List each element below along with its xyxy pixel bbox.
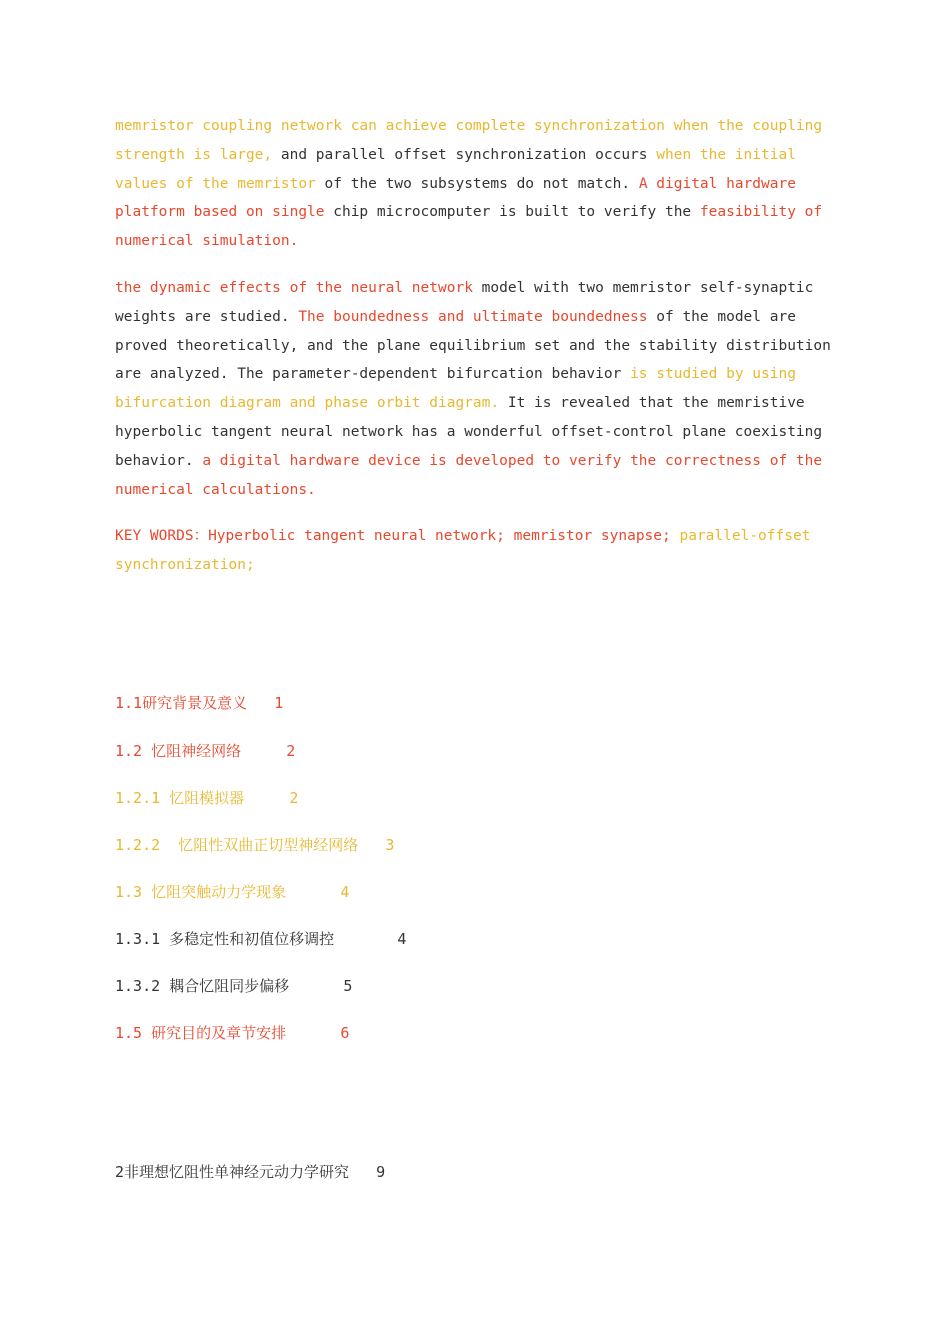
toc-label: 1.5 研究目的及章节安排 — [115, 1024, 341, 1042]
text-run: of the model are proved theoretically, and the plane equilibrium set and the stability distribution are analyzed. The parameter-dependent bifurcation behavior — [115, 308, 831, 383]
toc-page-number: 4 — [397, 930, 407, 948]
text-run: is studied by using bifurcation diagram and phase orbit diagram. — [115, 366, 796, 412]
toc-entry[interactable] — [115, 976, 352, 996]
toc-entry[interactable] — [115, 835, 394, 855]
abstract-section — [115, 112, 835, 580]
text-run: the dynamic effects of the neural network — [115, 279, 473, 296]
text-run: The boundedness and ultimate boundedness — [298, 308, 648, 325]
toc-label: 1.3 忆阻突触动力学现象 — [115, 883, 341, 901]
toc-label: 1.3.2 耦合忆阻同步偏移 — [115, 977, 344, 995]
toc-entry[interactable] — [115, 929, 406, 949]
text-run: feasibility of numerical simulation. — [115, 204, 823, 250]
toc-page-number: 3 — [385, 836, 395, 854]
text-run: of the two subsystems do not match. — [315, 175, 639, 192]
toc-page-number: 2 — [286, 742, 296, 760]
toc-page-number: 5 — [343, 977, 353, 995]
text-run: memristor coupling network can achieve complete synchronization when the coupling strength is large, — [115, 118, 823, 163]
toc-label: 1.3.1 多稳定性和初值位移调控 — [115, 930, 398, 948]
toc-label: 1.2.2 忆阻性双曲正切型神经网络 — [115, 836, 386, 854]
toc-entry[interactable] — [115, 1023, 349, 1043]
text-run: It is revealed that the memristive hyperbolic tangent neural network has a wonderful offset-control plane coexisting behavior. — [115, 395, 823, 469]
toc-label: 1.2.1 忆阻模拟器 — [115, 789, 290, 807]
toc-entry[interactable] — [115, 741, 295, 761]
toc-page-number: 2 — [289, 789, 299, 807]
toc-page-number: 4 — [340, 883, 350, 901]
toc-page-number: 1 — [274, 694, 284, 712]
toc-label: 1.1研究背景及意义 — [115, 694, 275, 712]
text-run: chip microcomputer is built to verify the — [324, 204, 700, 221]
text-run: a digital hardware device is developed to verify the correctness of the numerical calculations. — [115, 452, 823, 498]
text-run: when the initial values of the memristor — [115, 146, 796, 192]
abstract-paragraph-2 — [115, 274, 835, 504]
toc-entry[interactable] — [115, 1162, 385, 1182]
toc-entry[interactable] — [115, 882, 349, 902]
toc-entry[interactable] — [115, 788, 298, 808]
keywords-label: KEY WORDS：Hyperbolic tangent neural network; memristor synapse; — [115, 528, 680, 545]
toc-entry[interactable] — [115, 693, 283, 713]
toc-label: 1.2 忆阻神经网络 — [115, 742, 287, 760]
abstract-paragraph-1 — [115, 112, 835, 256]
text-run: parallel-offset synchronization; — [115, 528, 811, 574]
text-run: and parallel offset synchronization occurs — [272, 146, 657, 163]
toc-page-number: 9 — [376, 1163, 386, 1181]
text-run: A digital hardware platform based on single — [115, 175, 796, 221]
keywords-line — [115, 522, 835, 580]
text-run: model with two memristor self-synaptic weights are studied. — [115, 279, 814, 325]
toc-page-number: 6 — [340, 1024, 350, 1042]
toc-label: 2非理想忆阻性单神经元动力学研究 — [115, 1163, 377, 1181]
